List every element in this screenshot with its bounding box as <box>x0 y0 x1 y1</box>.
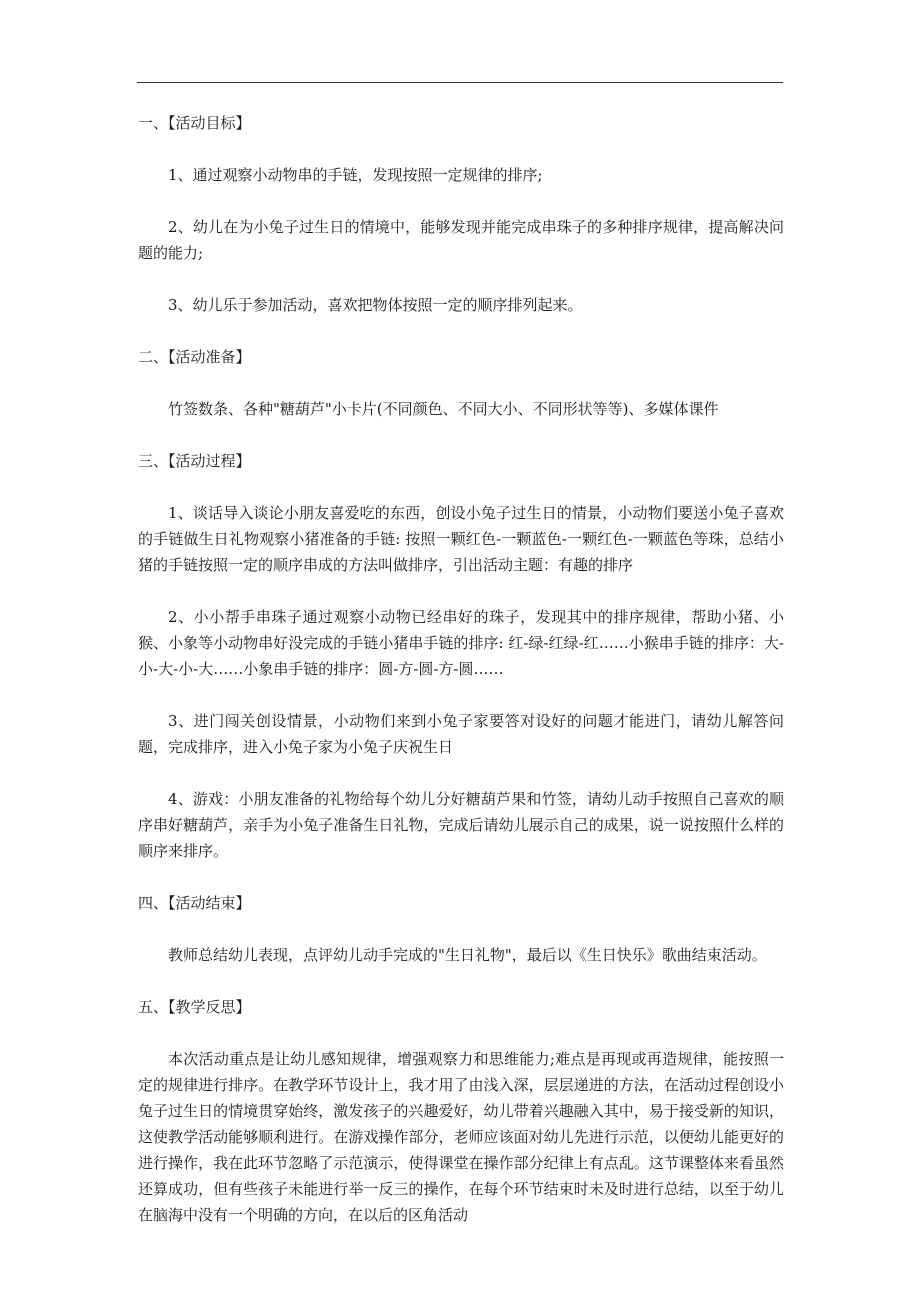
paragraph: 3、幼儿乐于参加活动，喜欢把物体按照一定的顺序排列起来。 <box>168 296 583 314</box>
paragraph: 1、谈话导入谈论小朋友喜爱吃的东西，创设小兔子过生日的情景，小动物们要送小兔子喜欢的手链做生日礼物观察小猪准备的手链: 按照一颗红色-一颗蓝色-一颗红色-一颗蓝色等珠，总结小猪的手链按照一定的顺序串成的方法叫做排序，引出活动主题：有趣的排序 <box>138 504 784 574</box>
section-preparation <box>138 344 784 422</box>
paragraph: 本次活动重点是让幼儿感知规律，增强观察力和思维能力;难点是再现或再造规律，能按照一定的规律进行排序。在教学环节设计上，我才用了由浅入深，层层递进的方法，在活动过程创设小兔子过生日的情境贯穿始终，激发孩子的兴趣爱好，幼儿带着兴趣融入其中，易于接受新的知识，这使教学活动能够顺利进行。在游戏操作部分，老师应该面对幼儿先进行示范，以便幼儿能更好的进行操作，我在此环节忽略了示范演示，使得课堂在操作部分纪律上有点乱。这节课整体来看虽然还算成功，但有些孩子未能进行举一反三的操作，在每个环节结束时未及时进行总结，以至于幼儿在脑海中没有一个明确的方向，在以后的区角活动 <box>138 1050 784 1224</box>
header-rule <box>137 82 783 83</box>
section-title: 一、【活动目标】 <box>138 114 251 132</box>
section-ending <box>138 890 784 968</box>
section-title: 四、【活动结束】 <box>138 894 251 912</box>
paragraph: 2、幼儿在为小兔子过生日的情境中，能够发现并能完成串珠子的多种排序规律，提高解决问题的能力; <box>138 218 784 262</box>
paragraph: 2、小小帮手串珠子通过观察小动物已经串好的珠子，发现其中的排序规律，帮助小猪、小猴、小象等小动物串好没完成的手链小猪串手链的排序: 红-绿-红绿-红……小猴串手链的排序：大-小-大-小-大……小象串手链的排序：圆-方-圆-方-圆…… <box>138 608 784 678</box>
paragraph: 3、进门闯关创设情景，小动物们来到小兔子家要答对设好的问题才能进门，请幼儿解答问题，完成排序，进入小兔子家为小兔子庆祝生日 <box>138 712 784 756</box>
paragraph: 1、通过观察小动物串的手链，发现按照一定规律的排序; <box>168 166 543 184</box>
section-reflection <box>138 994 784 1228</box>
section-title: 五、【教学反思】 <box>138 998 251 1016</box>
section-title: 二、【活动准备】 <box>138 348 251 366</box>
document-body <box>138 110 784 1228</box>
section-title: 三、【活动过程】 <box>138 452 251 470</box>
paragraph: 教师总结幼儿表现，点评幼儿动手完成的"生日礼物"，最后以《生日快乐》歌曲结束活动。 <box>168 946 767 964</box>
paragraph: 4、游戏：小朋友准备的礼物给每个幼儿分好糖葫芦果和竹签，请幼儿动手按照自己喜欢的顺序串好糖葫芦，亲手为小兔子准备生日礼物，完成后请幼儿展示自己的成果，说一说按照什么样的顺序来排序。 <box>138 790 784 860</box>
section-process <box>138 448 784 864</box>
paragraph: 竹签数条、各种"糖葫芦"小卡片(不同颜色、不同大小、不同形状等等)、多媒体课件 <box>168 400 719 418</box>
section-goals <box>138 110 784 318</box>
